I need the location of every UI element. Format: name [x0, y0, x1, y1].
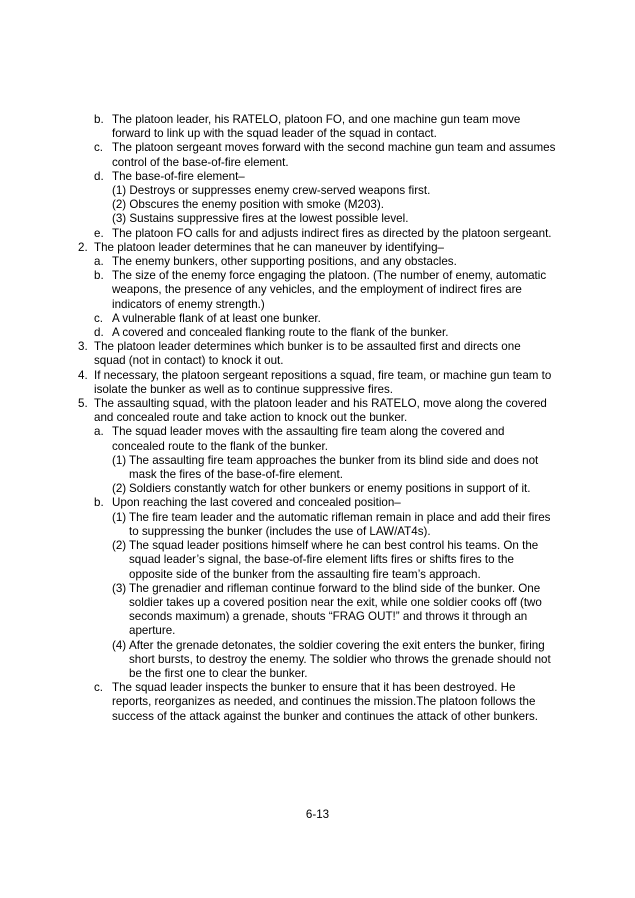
- list-item: [0, 326, 635, 340]
- list-item-text: If necessary, the platoon sergeant repositions a squad, fire team, or machine gun team to isolate the bunker as well as to continue suppressive fires.: [94, 368, 552, 396]
- list-item-text: The assaulting fire team approaches the bunker from its blind side and does not mask the fires of the base-of-fire element.: [129, 453, 539, 482]
- list-item-text: Soldiers constantly watch for other bunkers or enemy positions in support of it.: [129, 482, 531, 496]
- list-item: [0, 198, 635, 212]
- list-item: [0, 312, 635, 326]
- list-item-text: (2) Obscures the enemy position with smoke (M203).: [112, 198, 384, 212]
- list-item-text: The base-of-fire element–: [112, 169, 245, 183]
- list-item: [0, 255, 635, 269]
- list-item: [0, 496, 635, 510]
- list-item: [0, 454, 635, 482]
- list-item-marker: d.: [94, 326, 104, 340]
- list-item-marker: (4): [112, 638, 127, 652]
- list-item-text: The platoon leader determines which bunker is to be assaulted first and directs one squad (not in contact) to knock it out.: [94, 340, 521, 368]
- list-item-marker: (3): [112, 581, 127, 595]
- list-item-marker: b.: [94, 269, 104, 283]
- list-item: [0, 269, 635, 312]
- list-item: [0, 511, 635, 539]
- list-item-marker: (1): [112, 510, 127, 524]
- list-item-text: The size of the enemy force engaging the platoon. (The number of enemy, automatic weapons, the presence of any vehicles, and the employment of indirect fires are indicators of enemy strength.): [112, 269, 547, 311]
- list-item-marker: c.: [94, 141, 104, 155]
- list-item-marker: b.: [94, 113, 104, 126]
- list-item-text: The assaulting squad, with the platoon leader and his RATELO, move along the covered and concealed route and take action to knock out the bunker.: [94, 397, 547, 425]
- list-item: [0, 582, 635, 639]
- list-item-text: The squad leader moves with the assaulting fire team along the covered and concealed route to the flank of the bunker.: [112, 425, 505, 453]
- list-item: [0, 113, 635, 141]
- list-item-marker: 4.: [78, 368, 88, 382]
- list-item-marker: 3.: [78, 340, 88, 354]
- list-item-marker: a.: [94, 255, 104, 269]
- list-item-text: (3) Sustains suppressive fires at the lowest possible level.: [112, 212, 409, 226]
- list-item-marker: a.: [94, 425, 104, 439]
- list-item-text: The platoon leader, his RATELO, platoon FO, and one machine gun team move forward to link up with the squad leader of the squad in contact.: [112, 113, 521, 141]
- list-item-text: The squad leader positions himself where he can best control his teams. On the squad leader’s signal, the base-of-fire element lifts fires or shifts fires to the opposite side of the bunker from the assaulting fire team’s approach.: [129, 539, 539, 581]
- list-item-text: After the grenade detonates, the soldier covering the exit enters the bunker, firing short bursts, to destroy the enemy. The soldier who throws the grenade should not be the first one to clear the bunker.: [129, 638, 551, 680]
- list-item: [0, 639, 635, 682]
- list-item-marker: 5.: [78, 397, 88, 411]
- list-item: [0, 340, 635, 368]
- list-item-text: The squad leader inspects the bunker to ensure that it has been destroyed. He reports, reorganizes as needed, and continues the mission.The platoon follows the success of the attack against the bunker and continues the attack of other bunkers.: [112, 681, 539, 723]
- list-item-marker: b.: [94, 496, 104, 510]
- list-item: [0, 425, 635, 453]
- list-item-marker: c.: [94, 681, 104, 695]
- list-item: [0, 212, 635, 226]
- list-item-marker: d.: [94, 169, 104, 183]
- list-item: [0, 397, 635, 425]
- procedure-list: [0, 113, 635, 724]
- list-item: [0, 184, 635, 198]
- list-item-text: The platoon sergeant moves forward with the second machine gun team and assumes control of the base-of-fire element.: [112, 141, 556, 169]
- list-item-text: The grenadier and rifleman continue forward to the blind side of the bunker. One soldier takes up a covered position near the exit, while one soldier cooks off (two seconds maximum) a grenade, shouts “FRAG OUT!” and throws it through an aperture.: [129, 581, 542, 638]
- list-item: [0, 241, 635, 255]
- list-item: [0, 227, 635, 241]
- list-item: [0, 170, 635, 184]
- list-item: [0, 681, 635, 724]
- list-item-text: A vulnerable flank of at least one bunker.: [112, 311, 321, 325]
- list-item-text: The platoon leader determines that he can maneuver by identifying–: [94, 240, 444, 254]
- list-item: [0, 482, 635, 496]
- list-item-text: (1) Destroys or suppresses enemy crew-served weapons first.: [112, 184, 431, 198]
- list-item-marker: c.: [94, 311, 104, 325]
- list-item: [0, 369, 635, 397]
- page-number: 6-13: [305, 808, 330, 821]
- list-item-marker: 2.: [78, 240, 88, 254]
- list-item-text: The enemy bunkers, other supporting positions, and any obstacles.: [112, 255, 457, 269]
- list-item-marker: (2): [112, 539, 127, 553]
- list-item-text: The fire team leader and the automatic rifleman remain in place and add their fires to suppressing the bunker (includes the use of LAW/AT4s).: [129, 510, 551, 538]
- list-item-text: Upon reaching the last covered and concealed position–: [112, 496, 401, 510]
- list-item-text: The platoon FO calls for and adjusts indirect fires as directed by the platoon sergeant.: [112, 226, 552, 240]
- list-item-marker: (2): [112, 482, 127, 496]
- list-item: [0, 141, 635, 169]
- list-item-marker: e.: [94, 226, 104, 240]
- list-item-text: A covered and concealed flanking route to the flank of the bunker.: [112, 326, 449, 340]
- list-item-marker: (1): [112, 453, 127, 467]
- list-item: [0, 539, 635, 582]
